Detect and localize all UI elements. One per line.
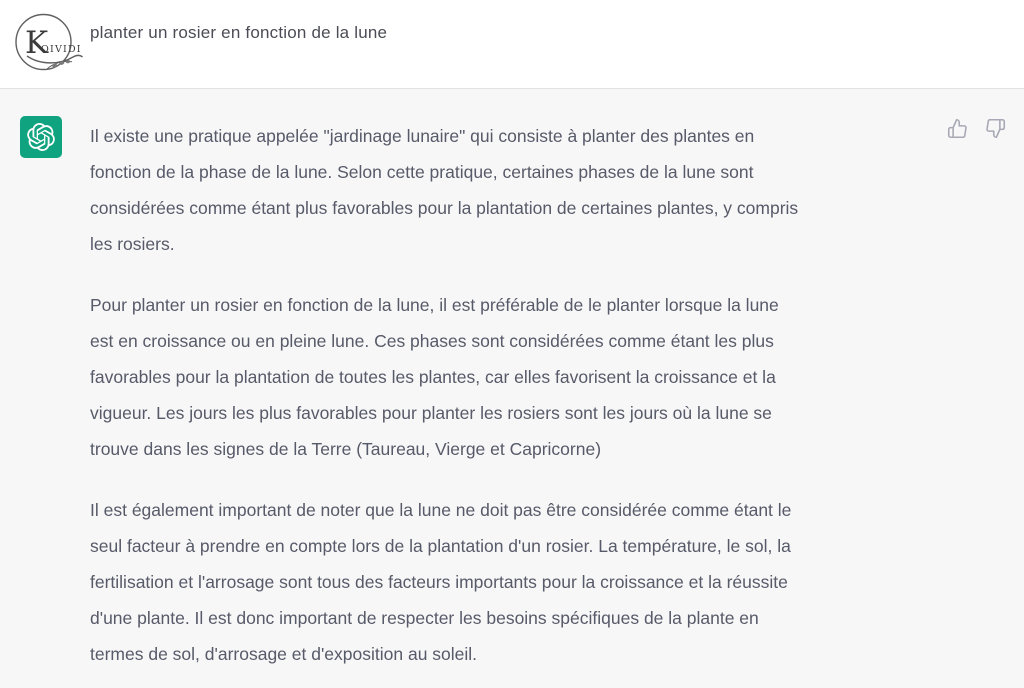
- thumbs-down-button[interactable]: [985, 118, 1006, 139]
- message-line: termes de sol, d'arrosage et d'exposition au soleil.: [90, 644, 478, 664]
- user-question: planter un rosier en fonction de la lune: [90, 23, 388, 42]
- message-line: vigueur. Les jours les plus favorables pour planter les rosiers sont les jours où la lune se: [90, 403, 772, 423]
- message-line: les rosiers.: [90, 234, 175, 254]
- chatgpt-avatar: [20, 116, 62, 158]
- message-line: seul facteur à prendre en compte lors de la plantation d'un rosier. La température, le sol, la: [90, 536, 791, 556]
- openai-logo-icon: [27, 123, 55, 151]
- message-line: considérées comme étant plus favorables pour la plantation de certaines plantes, y compris: [90, 198, 799, 218]
- message-line: Il est également important de noter que la lune ne doit pas être considérée comme étant le: [90, 500, 792, 520]
- user-avatar: [14, 12, 84, 78]
- thumbs-up-button[interactable]: [947, 118, 968, 139]
- message-line: est en croissance ou en pleine lune. Ces phases sont considérées comme étant les plus: [90, 331, 774, 351]
- feedback-buttons: [947, 118, 1006, 139]
- logo-wordmark: OIVIDI: [41, 44, 82, 55]
- message-line: fonction de la phase de la lune. Selon cette pratique, certaines phases de la lune sont: [90, 162, 754, 182]
- logo-initial: K: [25, 25, 49, 61]
- assistant-turn: [0, 88, 1024, 688]
- message-paragraph: [90, 118, 798, 262]
- user-turn: [0, 0, 1024, 88]
- message-line: trouve dans les signes de la Terre (Taureau, Vierge et Capricorne): [90, 439, 602, 459]
- message-line: d'une plante. Il est donc important de respecter les besoins spécifiques de la plante en: [90, 608, 759, 628]
- thumbs-up-icon: [947, 118, 968, 139]
- message-line: Pour planter un rosier en fonction de la lune, il est préférable de le planter lorsque la lune: [90, 295, 779, 315]
- message-paragraph: [90, 492, 798, 672]
- thumbs-down-icon: [985, 118, 1006, 139]
- message-line: favorables pour la plantation de toutes les plantes, car elles favorisent la croissance et la: [90, 367, 776, 387]
- message-line: fertilisation et l'arrosage sont tous des facteurs importants pour la croissance et la réussite: [90, 572, 788, 592]
- assistant-message: [90, 118, 798, 688]
- message-paragraph: [90, 287, 798, 467]
- koividi-logo-icon: [14, 12, 84, 78]
- message-line: Il existe une pratique appelée "jardinage lunaire" qui consiste à planter des plantes en: [90, 126, 755, 146]
